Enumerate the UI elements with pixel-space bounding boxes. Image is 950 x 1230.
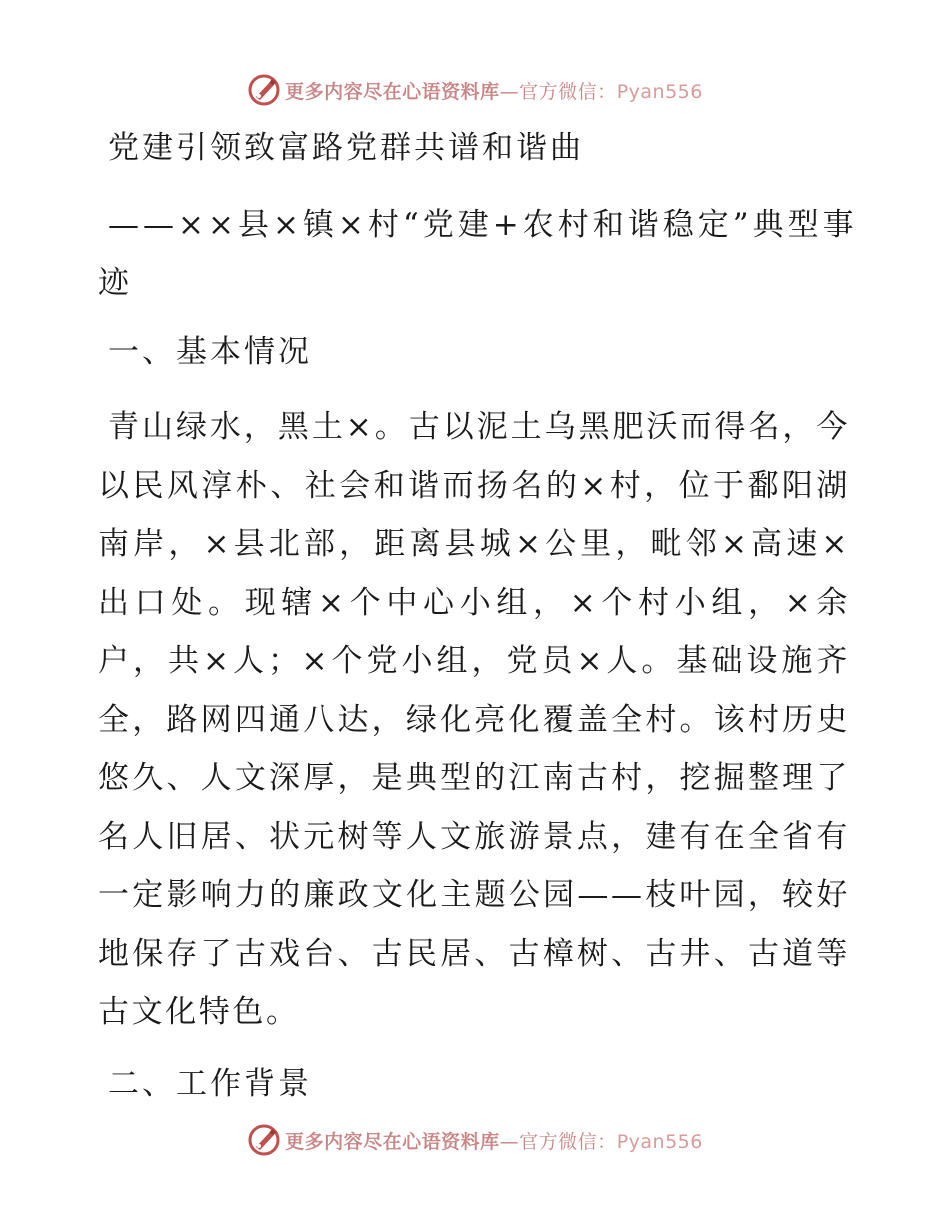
section-heading-background: 二、工作背景	[108, 1066, 312, 1102]
watermark-dash: —	[499, 1130, 520, 1153]
section-heading-basic-info: 一、基本情况	[108, 334, 312, 370]
watermark-name: 更多内容尽在心语资料库	[285, 1130, 500, 1153]
pen-logo-icon	[247, 1123, 281, 1157]
pen-logo-icon	[247, 73, 281, 107]
watermark-official-label: 官方微信：	[519, 1130, 617, 1153]
watermark-official-label: 官方微信：	[519, 80, 617, 103]
body-paragraph: 青山绿水，黑土×。古以泥土乌黑肥沃而得名，今以民风淳朴、社会和谐而扬名的×村，位于鄱阳湖南岸，×县北部，距离县城×公里，毗邻×高速×出口处。现辖×个中心小组，×个村小组，×余户，共×人；×个党小组，党员×人。基础设施齐全，路网四通八达，绿化亮化覆盖全村。该村历史悠久、人文深厚，是典型的江南古村，挖掘整理了名人旧居、状元树等人文旅游景点，建有在全省有一定影响力的廉政文化主题公园——枝叶园，较好地保存了古戏台、古民居、古樟树、古井、古道等古文化特色。	[98, 409, 850, 1030]
document-title: 党建引领致富路党群共谱和谐曲	[108, 130, 584, 166]
watermark-name: 更多内容尽在心语资料库	[285, 80, 500, 103]
watermark-text	[285, 77, 703, 104]
watermark-wechat-id: Pyan556	[616, 1130, 703, 1153]
document-subtitle: ——××县×镇×村“党建+农村和谐稳定”典型事迹	[98, 207, 858, 301]
watermark-text	[285, 1127, 703, 1154]
footer-watermark	[0, 1120, 950, 1160]
watermark-wechat-id: Pyan556	[616, 80, 703, 103]
header-watermark	[0, 70, 950, 110]
watermark-dash: —	[499, 80, 520, 103]
